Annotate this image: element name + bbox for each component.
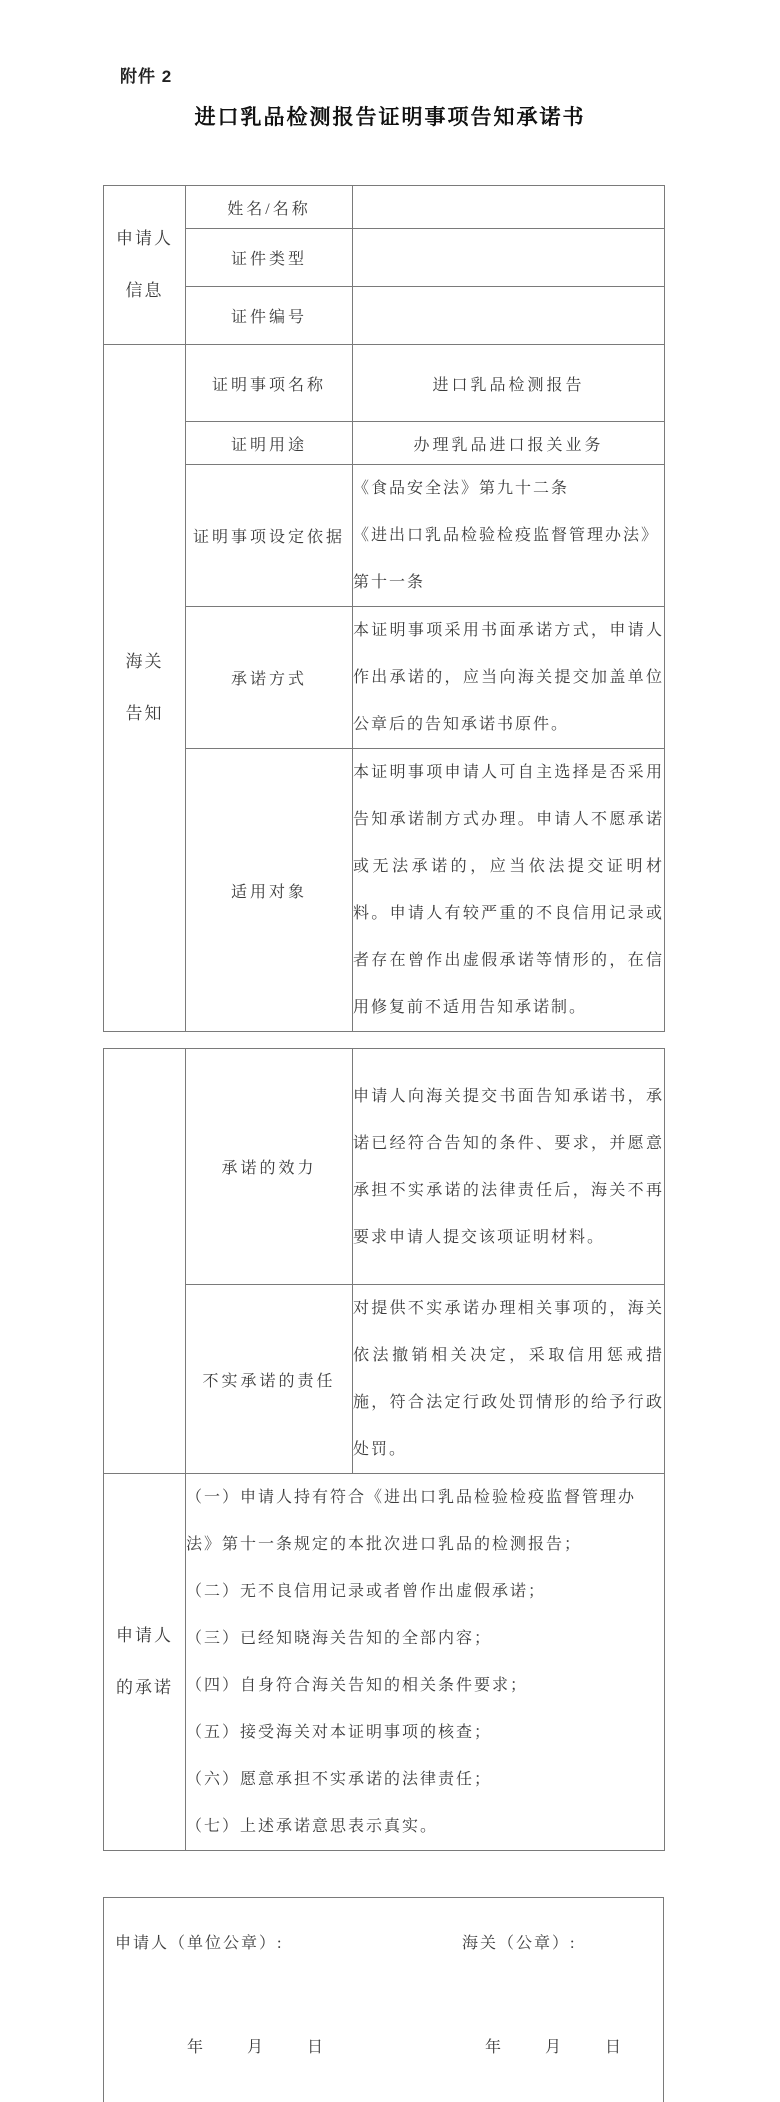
- cell-id-type-value: [353, 229, 665, 287]
- label-false-commitment-liability: 不实承诺的责任: [186, 1285, 353, 1474]
- false-commitment-liability-text: 对提供不实承诺办理相关事项的，海关依法撤销相关决定，采取信用惩戒措施，符合法定行政处罚情形的给予行政处罚。: [353, 1300, 664, 1458]
- table-row: [104, 607, 665, 749]
- cell-id-number-value: [353, 287, 665, 345]
- label-applicable-target: 适用对象: [186, 749, 353, 1032]
- commitment-item: （六）愿意承担不实承诺的法律责任；: [186, 1771, 493, 1788]
- customs-seal-label: 海关（公章）:: [462, 1935, 577, 1952]
- applicable-target-text: 本证明事项申请人可自主选择是否采用告知承诺制方式办理。申请人不愿承诺或无法承诺的，应当依法提交证明材料。申请人有较严重的不良信用记录或者存在曾作出虚假承诺等情形的，在信用修复前不适用告知承诺制。: [353, 764, 664, 1016]
- label-cert-purpose: 证明用途: [186, 422, 353, 465]
- day-label: 日: [605, 2039, 622, 2056]
- table-row: [104, 1049, 665, 1285]
- table-row: [104, 229, 665, 287]
- group-label-line: 申请人: [116, 1626, 173, 1645]
- main-table: [103, 185, 665, 1032]
- label-name: 姓名/名称: [186, 186, 353, 229]
- label-id-number: 证件编号: [186, 287, 353, 345]
- table-row: [104, 465, 665, 607]
- cell-cert-matter-name: 进口乳品检测报告: [353, 345, 665, 422]
- table-row: [104, 422, 665, 465]
- group-label-line: 信息: [125, 281, 164, 300]
- day-label: 日: [307, 2039, 324, 2056]
- group-label-line: 申请人: [116, 229, 173, 248]
- cell-cert-purpose: 办理乳品进口报关业务: [353, 422, 665, 465]
- basis-line: 《食品安全法》第九十二条: [353, 480, 570, 497]
- table-row: [104, 186, 665, 229]
- group-label-line: 告知: [125, 704, 164, 723]
- cell-false-commitment-liability: [353, 1285, 665, 1474]
- customs-date-line: [485, 2034, 621, 2057]
- group-header-empty: [104, 1049, 186, 1474]
- group-header-applicant-info: [104, 186, 186, 345]
- applicant-seal-label: 申请人（单位公章）:: [115, 1935, 284, 1952]
- label-id-type: 证件类型: [186, 229, 353, 287]
- document-title: 进口乳品检测报告证明事项告知承诺书: [194, 105, 586, 129]
- group-label-line: 海关: [125, 652, 164, 671]
- applicant-date-line: [187, 2034, 323, 2057]
- table-row: [104, 287, 665, 345]
- table-row: [104, 345, 665, 422]
- cell-cert-basis: [353, 465, 665, 607]
- commitment-item: （五）接受海关对本证明事项的核查；: [186, 1724, 493, 1741]
- commitment-item: （二）无不良信用记录或者曾作出虚假承诺；: [186, 1583, 547, 1600]
- group-header-customs-notice: [104, 345, 186, 1032]
- label-commitment-effect: 承诺的效力: [186, 1049, 353, 1285]
- label-commitment-method: 承诺方式: [186, 607, 353, 749]
- label-cert-basis: 证明事项设定依据: [186, 465, 353, 607]
- year-label: 年: [485, 2039, 502, 2056]
- table-row: [104, 1474, 665, 1851]
- commitment-item: （四）自身符合海关告知的相关条件要求；: [186, 1677, 529, 1694]
- commitment-item: （七）上述承诺意思表示真实。: [186, 1818, 439, 1835]
- commitment-item: （三）已经知晓海关告知的全部内容；: [186, 1630, 493, 1647]
- attachment-label: 附件 2: [120, 67, 173, 86]
- commitment-item: （一）申请人持有符合《进出口乳品检验检疫监督管理办法》第十一条规定的本批次进口乳品的检测报告；: [186, 1489, 637, 1553]
- cell-commitment-method: [353, 607, 665, 749]
- cell-name-value: [353, 186, 665, 229]
- commitment-method-text: 本证明事项采用书面承诺方式，申请人作出承诺的，应当向海关提交加盖单位公章后的告知承诺书原件。: [353, 622, 664, 733]
- cell-commitment-items: [186, 1474, 665, 1851]
- group-label-line: 的承诺: [116, 1678, 173, 1697]
- year-label: 年: [187, 2039, 204, 2056]
- label-cert-matter-name: 证明事项名称: [186, 345, 353, 422]
- cell-applicable-target: [353, 749, 665, 1032]
- commitment-table: [103, 1048, 665, 1851]
- cell-commitment-effect: [353, 1049, 665, 1285]
- month-label: 月: [545, 2039, 562, 2056]
- basis-line: 《进出口乳品检验检疫监督管理办法》第十一条: [353, 527, 660, 591]
- group-header-applicant-commitment: [104, 1474, 186, 1851]
- table-row: [104, 1285, 665, 1474]
- commitment-effect-text: 申请人向海关提交书面告知承诺书，承诺已经符合告知的条件、要求，并愿意承担不实承诺的法律责任后，海关不再要求申请人提交该项证明材料。: [353, 1087, 664, 1246]
- signature-block: [103, 1897, 664, 2102]
- month-label: 月: [247, 2039, 264, 2056]
- table-row: [104, 749, 665, 1032]
